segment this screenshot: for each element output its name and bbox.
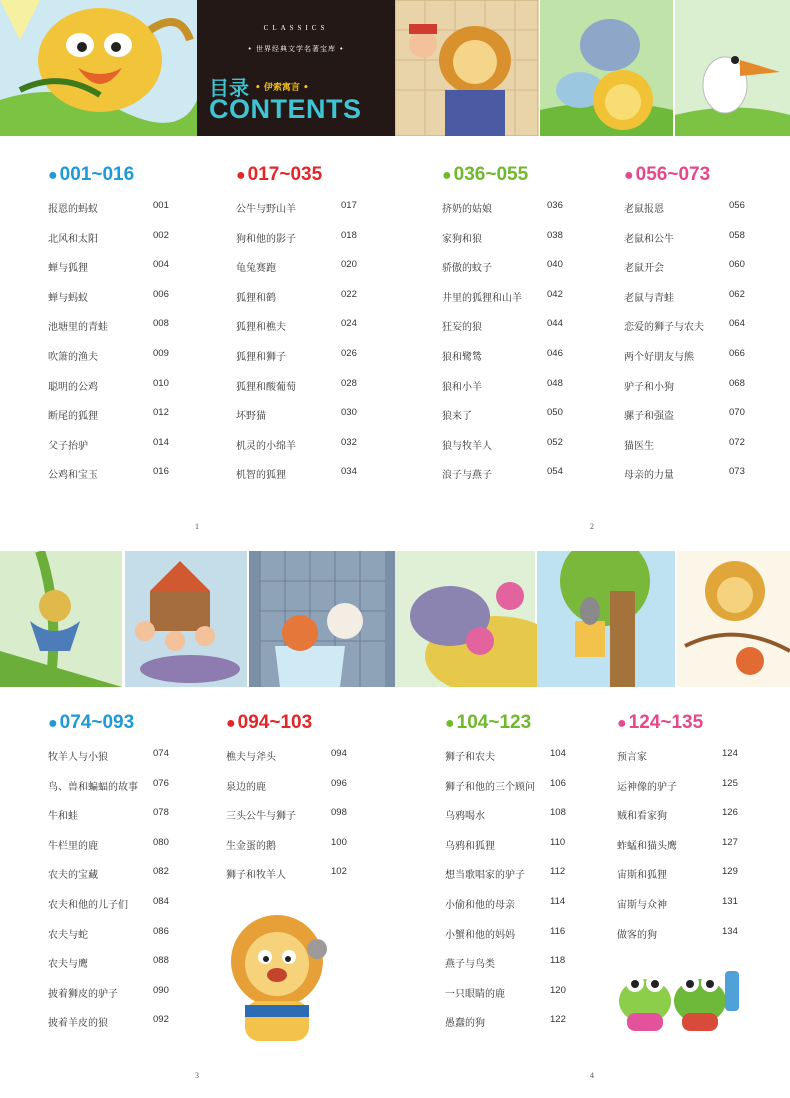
toc-entry xyxy=(442,200,592,230)
story-page-number: 010 xyxy=(153,377,169,389)
toc-entry xyxy=(226,866,376,896)
classics-label: CLASSICS xyxy=(263,24,329,32)
story-page-number: 072 xyxy=(729,436,745,448)
toc-entry xyxy=(442,378,592,408)
story-page-number: 134 xyxy=(722,925,738,937)
page-1 xyxy=(0,0,395,549)
toc-entry xyxy=(236,289,386,319)
section-range-heading: ● 104~123 xyxy=(445,712,532,733)
toc-entry xyxy=(442,259,592,289)
toc-entry xyxy=(445,866,595,896)
toc-entry xyxy=(48,466,198,496)
toc-entry xyxy=(48,985,198,1015)
story-page-number: 064 xyxy=(729,318,745,330)
toc-entry xyxy=(48,926,198,956)
story-page-number: 122 xyxy=(550,1014,566,1026)
toc-entry xyxy=(624,407,774,437)
page-number: 3 xyxy=(195,1071,199,1080)
story-page-number: 030 xyxy=(341,407,357,419)
story-page-number: 012 xyxy=(153,407,169,419)
story-page-number: 125 xyxy=(722,777,738,789)
story-page-number: 016 xyxy=(153,466,169,478)
story-page-number: 088 xyxy=(153,955,169,967)
story-title: 狗和他的影子 xyxy=(236,233,296,245)
story-title: 老鼠开会 xyxy=(624,263,664,275)
story-title: 愚蠢的狗 xyxy=(445,1018,485,1030)
story-title: 挤奶的姑娘 xyxy=(442,204,492,215)
story-title: 运神像的驴子 xyxy=(617,781,677,793)
story-page-number: 112 xyxy=(550,866,566,878)
toc-column xyxy=(236,164,386,496)
story-page-number: 026 xyxy=(341,347,357,359)
toc-entry xyxy=(617,896,767,926)
toc-entry xyxy=(48,837,198,867)
toc-entry xyxy=(617,778,767,808)
story-title: 骡子和强盗 xyxy=(624,411,674,423)
story-title: 贼和看家狗 xyxy=(617,811,667,823)
story-page-number: 056 xyxy=(729,200,745,211)
toc-entry xyxy=(617,926,767,956)
story-title: 小蟹和他的妈妈 xyxy=(445,929,515,941)
story-page-number: 024 xyxy=(341,318,357,330)
toc-entry xyxy=(445,778,595,808)
story-page-number: 080 xyxy=(153,836,169,848)
story-title: 老鼠与青蛙 xyxy=(624,292,674,304)
story-title: 蚱蜢和猫头鹰 xyxy=(617,840,677,852)
toc-entry xyxy=(442,466,592,496)
section-range-heading: ● 036~055 xyxy=(442,164,529,185)
story-page-number: 004 xyxy=(153,259,169,271)
toc-entry xyxy=(624,348,774,378)
toc-entry xyxy=(48,259,198,289)
story-page-number: 022 xyxy=(341,288,357,300)
toc-column xyxy=(624,164,774,496)
story-title: 农夫的宝藏 xyxy=(48,870,98,882)
toc-entry xyxy=(445,837,595,867)
toc-entry xyxy=(48,1014,198,1044)
story-title: 狐狸和樵夫 xyxy=(236,322,286,334)
story-title: 狐狸和狮子 xyxy=(236,351,286,363)
toc-entry xyxy=(617,866,767,896)
toc-entry xyxy=(48,778,198,808)
story-title: 农夫与鹰 xyxy=(48,959,88,971)
toc-entry xyxy=(48,230,198,260)
section-range-heading: ● 074~093 xyxy=(48,712,135,733)
story-page-number: 020 xyxy=(341,259,357,271)
toc-entry xyxy=(617,748,767,778)
story-page-number: 120 xyxy=(550,984,566,996)
story-title: 公鸡和宝玉 xyxy=(48,470,98,482)
story-page-number: 124 xyxy=(722,748,738,759)
toc-entry xyxy=(445,955,595,985)
toc-entry xyxy=(48,200,198,230)
toc-entry xyxy=(236,200,386,230)
story-page-number: 060 xyxy=(729,259,745,271)
story-title: 宙斯和狐狸 xyxy=(617,870,667,882)
story-page-number: 036 xyxy=(547,200,563,211)
toc-entry xyxy=(624,230,774,260)
story-title: 披着羊皮的狼 xyxy=(48,1018,108,1030)
title-block xyxy=(197,0,395,136)
toc-entry xyxy=(442,289,592,319)
toc-column xyxy=(48,712,198,1044)
story-title: 小偷和他的母亲 xyxy=(445,899,515,911)
story-page-number: 068 xyxy=(729,377,745,389)
story-title: 三头公牛与狮子 xyxy=(226,811,296,823)
story-page-number: 096 xyxy=(331,777,347,789)
story-title: 狼和鹭鸶 xyxy=(442,351,482,363)
story-title: 樵夫与斧头 xyxy=(226,752,276,763)
story-title: 燕子与鸟类 xyxy=(445,959,495,971)
toc-entry xyxy=(48,748,198,778)
story-page-number: 084 xyxy=(153,895,169,907)
story-page-number: 038 xyxy=(547,229,563,241)
story-page-number: 126 xyxy=(722,807,738,819)
banner-illustration-animals xyxy=(395,0,790,136)
toc-entry xyxy=(236,230,386,260)
toc-entry xyxy=(48,378,198,408)
section-range-heading: ● 056~073 xyxy=(624,164,711,185)
toc-column xyxy=(48,164,198,496)
toc-entry xyxy=(624,378,774,408)
story-page-number: 074 xyxy=(153,748,169,759)
section-range-heading: ● 124~135 xyxy=(617,712,704,733)
lion-illustration xyxy=(215,909,350,1058)
toc-entry xyxy=(442,348,592,378)
toc-entry xyxy=(236,318,386,348)
story-page-number: 094 xyxy=(331,748,347,759)
page-2 xyxy=(395,0,790,549)
toc-entry xyxy=(624,200,774,230)
toc-entry xyxy=(445,807,595,837)
story-title: 披着狮皮的驴子 xyxy=(48,988,118,1000)
toc-entry xyxy=(48,289,198,319)
story-page-number: 066 xyxy=(729,347,745,359)
story-title: 狐狸和酸葡萄 xyxy=(236,381,296,393)
story-title: 预言家 xyxy=(617,752,647,763)
toc-entry xyxy=(442,230,592,260)
banner-illustration-village xyxy=(0,551,395,687)
toc-entry xyxy=(442,318,592,348)
story-title: 狂妄的狼 xyxy=(442,322,482,334)
story-page-number: 076 xyxy=(153,777,169,789)
story-page-number: 110 xyxy=(550,836,566,848)
story-title: 驴子和小狗 xyxy=(624,381,674,393)
story-title: 北风和太阳 xyxy=(48,233,98,245)
story-title: 坏野猫 xyxy=(236,411,266,423)
page-number: 4 xyxy=(590,1071,594,1080)
toc-entry xyxy=(226,807,376,837)
story-page-number: 086 xyxy=(153,925,169,937)
story-title: 浪子与燕子 xyxy=(442,470,492,482)
story-page-number: 014 xyxy=(153,436,169,448)
story-page-number: 062 xyxy=(729,288,745,300)
toc-column xyxy=(442,164,592,496)
story-title: 想当歌唱家的驴子 xyxy=(445,870,525,882)
story-title: 农夫与蛇 xyxy=(48,929,88,941)
story-title: 蝉与狐狸 xyxy=(48,263,88,275)
story-title: 猫医生 xyxy=(624,440,654,452)
toc-entry xyxy=(445,1014,595,1044)
book-title: • 伊索寓言 • xyxy=(255,83,309,93)
story-page-number: 070 xyxy=(729,407,745,419)
toc-entry xyxy=(624,259,774,289)
toc-entry xyxy=(442,407,592,437)
story-title: 母亲的力量 xyxy=(624,470,674,482)
toc-entry xyxy=(236,259,386,289)
story-title: 老鼠和公牛 xyxy=(624,233,674,245)
story-title: 骄傲的蚊子 xyxy=(442,263,492,275)
toc-column xyxy=(617,712,767,955)
toc-entry xyxy=(617,837,767,867)
story-page-number: 017 xyxy=(341,200,357,211)
toc-entry xyxy=(624,318,774,348)
story-title: 一只眼睛的鹿 xyxy=(445,988,505,1000)
story-title: 狼来了 xyxy=(442,411,472,423)
story-page-number: 006 xyxy=(153,288,169,300)
story-title: 牧羊人与小狼 xyxy=(48,752,108,763)
story-page-number: 001 xyxy=(153,200,169,211)
toc-entry xyxy=(48,955,198,985)
story-title: 吹箫的渔夫 xyxy=(48,351,98,363)
story-title: 两个好朋友与熊 xyxy=(624,351,694,363)
story-page-number: 018 xyxy=(341,229,357,241)
story-title: 狐狸和鹤 xyxy=(236,292,276,304)
frogs-illustration xyxy=(605,961,745,1040)
page-number: 2 xyxy=(590,522,594,531)
story-title: 聪明的公鸡 xyxy=(48,381,98,393)
page-3 xyxy=(0,549,395,1098)
story-title: 机灵的小绵羊 xyxy=(236,440,296,452)
toc-entry xyxy=(48,407,198,437)
story-page-number: 048 xyxy=(547,377,563,389)
toc-entry xyxy=(48,896,198,926)
toc-column xyxy=(445,712,595,1044)
story-page-number: 104 xyxy=(550,748,566,759)
mulu-heading: 目录 xyxy=(209,76,249,100)
toc-entry xyxy=(226,837,376,867)
story-title: 公牛与野山羊 xyxy=(236,204,296,215)
story-page-number: 058 xyxy=(729,229,745,241)
toc-entry xyxy=(236,348,386,378)
story-title: 乌鸦喝水 xyxy=(445,811,485,823)
story-title: 狼与牧羊人 xyxy=(442,440,492,452)
toc-entry xyxy=(236,378,386,408)
story-title: 泉边的鹿 xyxy=(226,781,266,793)
story-title: 断尾的狐狸 xyxy=(48,411,98,423)
story-title: 生金蛋的鹅 xyxy=(226,840,276,852)
story-title: 机智的狐狸 xyxy=(236,470,286,482)
story-page-number: 108 xyxy=(550,807,566,819)
story-page-number: 032 xyxy=(341,436,357,448)
toc-entry xyxy=(226,748,376,778)
story-title: 狮子和农夫 xyxy=(445,752,495,763)
story-title: 狮子和牧羊人 xyxy=(226,870,286,882)
toc-entry xyxy=(624,289,774,319)
story-title: 鸟、兽和蝙蝠的故事 xyxy=(48,781,138,793)
story-page-number: 100 xyxy=(331,836,347,848)
toc-entry xyxy=(445,926,595,956)
story-title: 恋爱的狮子与农夫 xyxy=(624,322,704,334)
story-page-number: 082 xyxy=(153,866,169,878)
toc-entry xyxy=(617,807,767,837)
story-title: 池塘里的青蛙 xyxy=(48,322,108,334)
story-page-number: 046 xyxy=(547,347,563,359)
story-title: 报恩的蚂蚁 xyxy=(48,204,98,215)
story-title: 牛和蛙 xyxy=(48,811,78,823)
story-title: 蝉与蚂蚁 xyxy=(48,292,88,304)
story-page-number: 078 xyxy=(153,807,169,819)
story-title: 家狗和狼 xyxy=(442,233,482,245)
toc-entry xyxy=(445,985,595,1015)
story-title: 狮子和他的三个顾问 xyxy=(445,781,535,793)
story-page-number: 114 xyxy=(550,895,566,907)
story-page-number: 042 xyxy=(547,288,563,300)
toc-entry xyxy=(445,896,595,926)
story-page-number: 028 xyxy=(341,377,357,389)
story-page-number: 009 xyxy=(153,347,169,359)
page-4 xyxy=(395,549,790,1098)
story-page-number: 098 xyxy=(331,807,347,819)
toc-entry xyxy=(48,318,198,348)
story-page-number: 102 xyxy=(331,866,347,878)
story-title: 宙斯与众神 xyxy=(617,899,667,911)
toc-column xyxy=(226,712,376,896)
toc-entry xyxy=(48,348,198,378)
story-title: 父子抬驴 xyxy=(48,440,88,452)
story-page-number: 002 xyxy=(153,229,169,241)
toc-entry xyxy=(226,778,376,808)
story-title: 乌鸦和狐狸 xyxy=(445,840,495,852)
story-page-number: 131 xyxy=(722,895,738,907)
story-page-number: 008 xyxy=(153,318,169,330)
story-page-number: 116 xyxy=(550,925,566,937)
story-page-number: 106 xyxy=(550,777,566,789)
story-title: 牛栏里的鹿 xyxy=(48,840,98,852)
page-number: 1 xyxy=(195,522,199,531)
toc-entry xyxy=(624,437,774,467)
story-page-number: 092 xyxy=(153,1014,169,1026)
story-title: 农夫和他的儿子们 xyxy=(48,899,128,911)
toc-entry xyxy=(236,407,386,437)
story-page-number: 118 xyxy=(550,955,566,967)
toc-entry xyxy=(236,466,386,496)
story-page-number: 090 xyxy=(153,984,169,996)
toc-entry xyxy=(48,866,198,896)
story-title: 狼和小羊 xyxy=(442,381,482,393)
toc-entry xyxy=(48,437,198,467)
toc-entry xyxy=(624,466,774,496)
section-range-heading: ● 094~103 xyxy=(226,712,313,733)
toc-entry xyxy=(236,437,386,467)
story-title: 老鼠报恩 xyxy=(624,204,664,215)
toc-entry xyxy=(445,748,595,778)
story-page-number: 129 xyxy=(722,866,738,878)
story-title: 龟兔赛跑 xyxy=(236,263,276,275)
story-page-number: 073 xyxy=(729,466,745,478)
section-range-heading: ● 001~016 xyxy=(48,164,135,185)
contents-heading: CONTENTS xyxy=(209,94,362,124)
section-range-heading: ● 017~035 xyxy=(236,164,323,185)
banner-illustration-forest xyxy=(395,551,790,687)
story-title: 井里的狐狸和山羊 xyxy=(442,292,522,304)
story-page-number: 034 xyxy=(341,466,357,478)
story-page-number: 044 xyxy=(547,318,563,330)
story-page-number: 052 xyxy=(547,436,563,448)
story-title: 做客的狗 xyxy=(617,929,657,941)
toc-entry xyxy=(442,437,592,467)
series-label: • 世界经典文学名著宝库 • xyxy=(247,45,345,53)
story-page-number: 040 xyxy=(547,259,563,271)
story-page-number: 050 xyxy=(547,407,563,419)
toc-entry xyxy=(48,807,198,837)
story-page-number: 127 xyxy=(722,836,738,848)
story-page-number: 054 xyxy=(547,466,563,478)
